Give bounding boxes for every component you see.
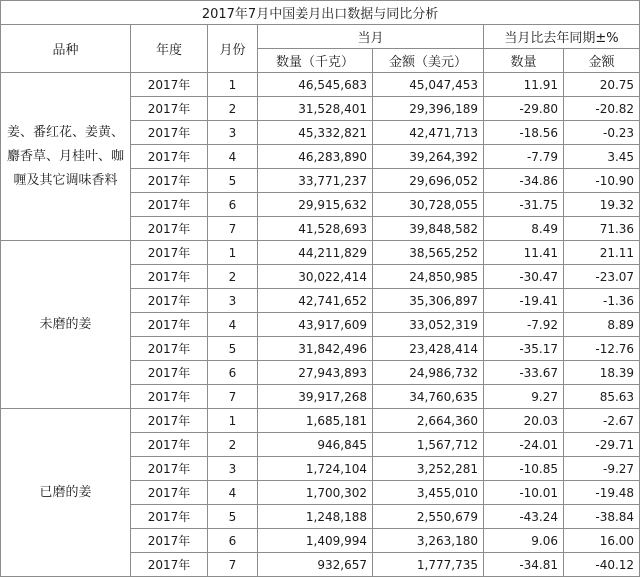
quantity-cell: 932,657 xyxy=(258,553,373,577)
header-yoy-amount: 金额 xyxy=(564,49,640,73)
amount-cell: 33,052,319 xyxy=(373,313,484,337)
month-cell: 7 xyxy=(208,385,258,409)
yoy-quantity-cell: -43.24 xyxy=(484,505,564,529)
month-cell: 7 xyxy=(208,553,258,577)
yoy-quantity-cell: -19.41 xyxy=(484,289,564,313)
month-cell: 2 xyxy=(208,265,258,289)
header-yoy: 当月比去年同期±% xyxy=(484,25,640,49)
amount-cell: 39,848,582 xyxy=(373,217,484,241)
year-cell: 2017年 xyxy=(131,337,208,361)
quantity-cell: 39,917,268 xyxy=(258,385,373,409)
header-category: 品种 xyxy=(1,25,131,73)
year-cell: 2017年 xyxy=(131,169,208,193)
yoy-amount-cell: -23.07 xyxy=(564,265,640,289)
category-cell: 未磨的姜 xyxy=(1,241,131,409)
amount-cell: 1,777,735 xyxy=(373,553,484,577)
header-current-month: 当月 xyxy=(258,25,484,49)
month-cell: 5 xyxy=(208,505,258,529)
quantity-cell: 46,545,683 xyxy=(258,73,373,97)
yoy-amount-cell: 85.63 xyxy=(564,385,640,409)
quantity-cell: 33,771,237 xyxy=(258,169,373,193)
yoy-quantity-cell: -7.79 xyxy=(484,145,564,169)
amount-cell: 3,455,010 xyxy=(373,481,484,505)
month-cell: 1 xyxy=(208,409,258,433)
amount-cell: 35,306,897 xyxy=(373,289,484,313)
month-cell: 2 xyxy=(208,97,258,121)
yoy-amount-cell: 71.36 xyxy=(564,217,640,241)
yoy-quantity-cell: -35.17 xyxy=(484,337,564,361)
amount-cell: 34,760,635 xyxy=(373,385,484,409)
yoy-amount-cell: -1.36 xyxy=(564,289,640,313)
month-cell: 1 xyxy=(208,241,258,265)
month-cell: 4 xyxy=(208,481,258,505)
quantity-cell: 1,700,302 xyxy=(258,481,373,505)
yoy-amount-cell: 19.32 xyxy=(564,193,640,217)
month-cell: 5 xyxy=(208,337,258,361)
quantity-cell: 1,724,104 xyxy=(258,457,373,481)
yoy-quantity-cell: -29.80 xyxy=(484,97,564,121)
amount-cell: 42,471,713 xyxy=(373,121,484,145)
amount-cell: 1,567,712 xyxy=(373,433,484,457)
yoy-quantity-cell: 11.41 xyxy=(484,241,564,265)
quantity-cell: 27,943,893 xyxy=(258,361,373,385)
year-cell: 2017年 xyxy=(131,433,208,457)
year-cell: 2017年 xyxy=(131,265,208,289)
year-cell: 2017年 xyxy=(131,385,208,409)
yoy-quantity-cell: -24.01 xyxy=(484,433,564,457)
table-row xyxy=(1,409,640,433)
quantity-cell: 43,917,609 xyxy=(258,313,373,337)
yoy-quantity-cell: 9.06 xyxy=(484,529,564,553)
quantity-cell: 44,211,829 xyxy=(258,241,373,265)
yoy-amount-cell: 8.89 xyxy=(564,313,640,337)
month-cell: 2 xyxy=(208,433,258,457)
amount-cell: 2,664,360 xyxy=(373,409,484,433)
quantity-cell: 1,685,181 xyxy=(258,409,373,433)
yoy-amount-cell: 21.11 xyxy=(564,241,640,265)
year-cell: 2017年 xyxy=(131,217,208,241)
quantity-cell: 41,528,693 xyxy=(258,217,373,241)
yoy-quantity-cell: -34.86 xyxy=(484,169,564,193)
yoy-amount-cell: -9.27 xyxy=(564,457,640,481)
yoy-quantity-cell: -31.75 xyxy=(484,193,564,217)
quantity-cell: 31,528,401 xyxy=(258,97,373,121)
amount-cell: 3,252,281 xyxy=(373,457,484,481)
header-amount: 金额（美元） xyxy=(373,49,484,73)
category-cell: 已磨的姜 xyxy=(1,409,131,577)
year-cell: 2017年 xyxy=(131,553,208,577)
yoy-amount-cell: -19.48 xyxy=(564,481,640,505)
year-cell: 2017年 xyxy=(131,121,208,145)
yoy-quantity-cell: 11.91 xyxy=(484,73,564,97)
table-row xyxy=(1,241,640,265)
month-cell: 3 xyxy=(208,121,258,145)
amount-cell: 30,728,055 xyxy=(373,193,484,217)
year-cell: 2017年 xyxy=(131,529,208,553)
month-cell: 7 xyxy=(208,217,258,241)
header-year: 年度 xyxy=(131,25,208,73)
year-cell: 2017年 xyxy=(131,73,208,97)
amount-cell: 3,263,180 xyxy=(373,529,484,553)
year-cell: 2017年 xyxy=(131,481,208,505)
yoy-quantity-cell: 8.49 xyxy=(484,217,564,241)
amount-cell: 24,850,985 xyxy=(373,265,484,289)
amount-cell: 29,696,052 xyxy=(373,169,484,193)
yoy-quantity-cell: -33.67 xyxy=(484,361,564,385)
yoy-amount-cell: -0.23 xyxy=(564,121,640,145)
month-cell: 1 xyxy=(208,73,258,97)
yoy-quantity-cell: -34.81 xyxy=(484,553,564,577)
month-cell: 3 xyxy=(208,289,258,313)
month-cell: 3 xyxy=(208,457,258,481)
quantity-cell: 45,332,821 xyxy=(258,121,373,145)
quantity-cell: 946,845 xyxy=(258,433,373,457)
month-cell: 6 xyxy=(208,529,258,553)
year-cell: 2017年 xyxy=(131,241,208,265)
yoy-amount-cell: -12.76 xyxy=(564,337,640,361)
month-cell: 4 xyxy=(208,145,258,169)
quantity-cell: 31,842,496 xyxy=(258,337,373,361)
yoy-amount-cell: 3.45 xyxy=(564,145,640,169)
category-cell: 姜、番红花、姜黄、麝香草、月桂叶、咖喱及其它调味香料 xyxy=(1,73,131,241)
year-cell: 2017年 xyxy=(131,361,208,385)
yoy-quantity-cell: -18.56 xyxy=(484,121,564,145)
amount-cell: 24,986,732 xyxy=(373,361,484,385)
amount-cell: 39,264,392 xyxy=(373,145,484,169)
year-cell: 2017年 xyxy=(131,289,208,313)
year-cell: 2017年 xyxy=(131,193,208,217)
amount-cell: 2,550,679 xyxy=(373,505,484,529)
quantity-cell: 1,248,188 xyxy=(258,505,373,529)
yoy-amount-cell: 20.75 xyxy=(564,73,640,97)
amount-cell: 38,565,252 xyxy=(373,241,484,265)
quantity-cell: 1,409,994 xyxy=(258,529,373,553)
header-month: 月份 xyxy=(208,25,258,73)
year-cell: 2017年 xyxy=(131,313,208,337)
yoy-quantity-cell: -10.85 xyxy=(484,457,564,481)
yoy-amount-cell: -2.67 xyxy=(564,409,640,433)
month-cell: 6 xyxy=(208,193,258,217)
quantity-cell: 29,915,632 xyxy=(258,193,373,217)
yoy-amount-cell: -29.71 xyxy=(564,433,640,457)
quantity-cell: 30,022,414 xyxy=(258,265,373,289)
amount-cell: 29,396,189 xyxy=(373,97,484,121)
yoy-amount-cell: 16.00 xyxy=(564,529,640,553)
yoy-quantity-cell: -10.01 xyxy=(484,481,564,505)
month-cell: 5 xyxy=(208,169,258,193)
year-cell: 2017年 xyxy=(131,457,208,481)
yoy-quantity-cell: -30.47 xyxy=(484,265,564,289)
year-cell: 2017年 xyxy=(131,97,208,121)
year-cell: 2017年 xyxy=(131,145,208,169)
yoy-quantity-cell: -7.92 xyxy=(484,313,564,337)
table-row xyxy=(1,73,640,97)
year-cell: 2017年 xyxy=(131,505,208,529)
year-cell: 2017年 xyxy=(131,409,208,433)
yoy-amount-cell: -38.84 xyxy=(564,505,640,529)
amount-cell: 45,047,453 xyxy=(373,73,484,97)
yoy-quantity-cell: 9.27 xyxy=(484,385,564,409)
quantity-cell: 42,741,652 xyxy=(258,289,373,313)
header-quantity: 数量（千克） xyxy=(258,49,373,73)
table-body xyxy=(1,73,640,577)
yoy-amount-cell: -20.82 xyxy=(564,97,640,121)
yoy-quantity-cell: 20.03 xyxy=(484,409,564,433)
header-yoy-quantity: 数量 xyxy=(484,49,564,73)
quantity-cell: 46,283,890 xyxy=(258,145,373,169)
table-title: 2017年7月中国姜月出口数据与同比分析 xyxy=(1,1,640,25)
yoy-amount-cell: -10.90 xyxy=(564,169,640,193)
month-cell: 4 xyxy=(208,313,258,337)
amount-cell: 23,428,414 xyxy=(373,337,484,361)
yoy-amount-cell: 18.39 xyxy=(564,361,640,385)
yoy-amount-cell: -40.12 xyxy=(564,553,640,577)
month-cell: 6 xyxy=(208,361,258,385)
